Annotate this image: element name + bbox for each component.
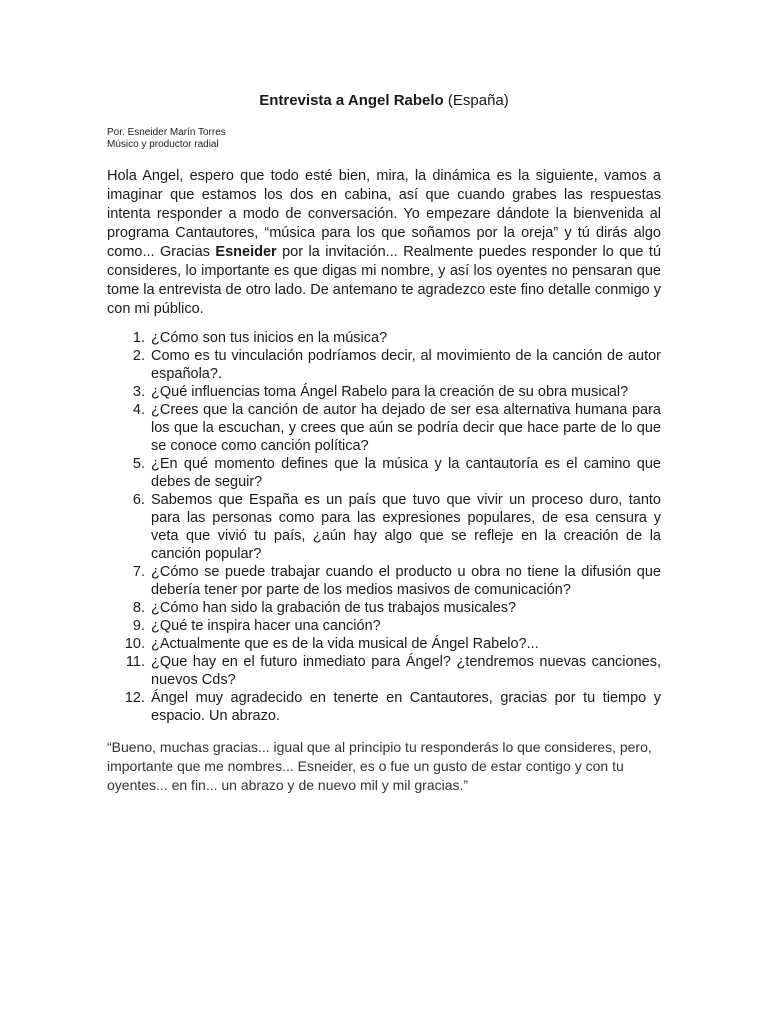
question-number: 7. <box>132 564 145 580</box>
question-text: Ángel muy agradecido en tenerte en Cantautores, gracias por tu tiempo y espacio. Un abrazo. <box>151 690 661 724</box>
question-number: 11. <box>125 654 145 670</box>
question-item <box>107 689 661 725</box>
question-list <box>107 329 661 725</box>
intro-paragraph <box>107 167 661 319</box>
question-number: 9. <box>132 618 145 634</box>
question-text: ¿Cómo se puede trabajar cuando el producto u obra no tiene la difusión que debería tener por parte de los medios masivos de comunicación? <box>151 564 661 598</box>
question-text: ¿Cómo han sido la grabación de tus trabajos musicales? <box>151 600 517 616</box>
question-number: 2. <box>132 348 145 364</box>
question-text: ¿Crees que la canción de autor ha dejado de ser esa alternativa humana para los que la escuchan, y crees que aún se podría decir que hace parte de lo que se conoce como canción política? <box>151 402 661 454</box>
question-item <box>107 401 661 455</box>
author-role: Músico y productor radial <box>107 139 219 150</box>
question-text: ¿Cómo son tus inicios en la música? <box>151 330 388 346</box>
document-title <box>0 92 768 110</box>
question-text: Como es tu vinculación podríamos decir, al movimiento de la canción de autor española?. <box>151 348 661 382</box>
intro-text-1: Hola Angel, espero que todo esté bien, mira, la dinámica es la siguiente, vamos a imaginar que estamos los dos en cabina, así que cuando grabes las respuestas intenta responder a modo de conversación. Yo empezare dándote la bienvenida al programa Cantautores, “música para los que soñamos por la oreja” y tú dirás algo como... Gracias <box>107 168 661 260</box>
title-bold: Entrevista a Angel Rabelo <box>259 92 444 109</box>
byline <box>107 127 226 151</box>
question-item <box>107 491 661 563</box>
question-item <box>107 563 661 599</box>
author-name: Por. Esneider Marín Torres <box>107 127 226 138</box>
question-number: 12. <box>124 690 145 706</box>
question-number: 1. <box>132 330 145 346</box>
closing-paragraph: “Bueno, muchas gracias... igual que al principio tu responderás lo que consideres, pero, importante que me nombres... Esneider, es o fue un gusto de estar contigo y con tu oyentes... en fin... un abrazo y de nuevo mil y mil gracias.” <box>107 739 652 793</box>
question-number: 10. <box>124 636 145 652</box>
intro-bold-name: Esneider <box>215 244 277 260</box>
question-text: ¿En qué momento defines que la música y la cantautoría es el camino que debes de seguir? <box>151 456 661 490</box>
question-number: 3. <box>132 384 145 400</box>
question-item <box>107 329 661 347</box>
question-text: ¿Qué te inspira hacer una canción? <box>151 618 381 634</box>
question-item <box>107 455 661 491</box>
question-item <box>107 383 661 401</box>
question-number: 5. <box>132 456 145 472</box>
title-country: (España) <box>443 92 509 109</box>
question-item <box>107 635 661 653</box>
intro-text-2: por la invitación... Realmente puedes responder lo que tú consideres, lo importante es que digas mi nombre, y así los oyentes no pensaran que tome la entrevista de otro lado. De antemano te agradezco este fino detalle conmigo y con mi público. <box>107 244 662 317</box>
question-item <box>107 653 661 689</box>
question-item <box>107 347 661 383</box>
question-item <box>107 617 661 635</box>
question-item <box>107 599 661 617</box>
question-text: Sabemos que España es un país que tuvo que vivir un proceso duro, tanto para las personas como para las expresiones populares, de esa censura y veta que vivió tu país, ¿aún hay algo que se refleje en la creación de la canción popular? <box>151 492 661 562</box>
question-number: 8. <box>132 600 145 616</box>
question-text: ¿Que hay en el futuro inmediato para Ángel? ¿tendremos nuevas canciones, nuevos Cds? <box>151 654 661 688</box>
question-text: ¿Qué influencias toma Ángel Rabelo para la creación de su obra musical? <box>151 384 629 400</box>
question-number: 4. <box>132 402 145 418</box>
question-text: ¿Actualmente que es de la vida musical de Ángel Rabelo?... <box>151 636 539 652</box>
question-number: 6. <box>132 492 145 508</box>
